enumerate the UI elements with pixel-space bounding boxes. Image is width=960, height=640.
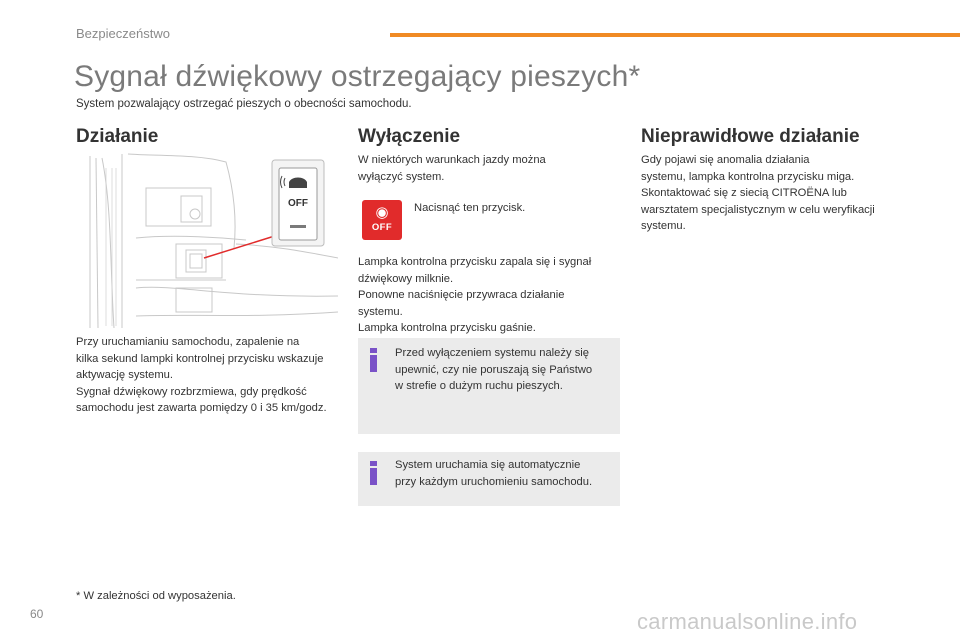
page-number: 60 <box>30 607 44 621</box>
heading-dzialanie: Działanie <box>76 126 159 147</box>
info1-line: Przed wyłączeniem systemu należy się <box>395 347 589 359</box>
nieprawidlowe-line: Skontaktować się z siecią CITROËNA lub <box>641 187 847 199</box>
nieprawidlowe-line: systemu. <box>641 220 686 232</box>
dzialanie-line: Sygnał dźwiękowy rozbrzmiewa, gdy prędkość <box>76 385 307 398</box>
nieprawidlowe-text <box>641 152 911 235</box>
info-icon <box>370 461 378 485</box>
press-instruction: Nacisnąć ten przycisk. <box>414 202 526 214</box>
dzialanie-line: aktywację systemu. <box>76 369 173 381</box>
page-subtitle: System pozwalający ostrzegać pieszych o obecności samochodu. <box>76 98 412 110</box>
result-line: Ponowne naciśnięcie przywraca działanie <box>358 289 565 301</box>
info1-line: w strefie o dużym ruchu pieszych. <box>395 380 563 392</box>
info-icon <box>370 348 378 372</box>
nieprawidlowe-line: warsztatem specjalistycznym w celu weryfikacji <box>641 203 875 216</box>
wylaczenie-intro <box>358 152 618 185</box>
wylaczenie-intro-line: W niektórych warunkach jazdy można <box>358 154 546 166</box>
nieprawidlowe-line: Gdy pojawi się anomalia działania <box>641 154 810 166</box>
nieprawidlowe-line: systemu, lampka kontrolna przycisku miga. <box>641 170 855 183</box>
dashboard-illustration <box>76 148 338 330</box>
info2-line: System uruchamia się automatycznie <box>395 459 581 471</box>
illustration-off-label: OFF <box>288 198 308 209</box>
header-accent-bar <box>390 33 960 37</box>
pedestrian-alert-off-icon: ◉ <box>375 204 389 221</box>
heading-nieprawidlowe: Nieprawidłowe działanie <box>641 126 860 147</box>
dzialanie-line: Przy uruchamianiu samochodu, zapalenie na <box>76 336 300 348</box>
info-box-warning-text <box>395 345 619 395</box>
footnote: * W zależności od wyposażenia. <box>76 590 236 602</box>
info1-line: upewnić, czy nie poruszają się Państwo <box>395 363 593 376</box>
result-line: Lampka kontrolna przycisku zapala się i sygnał <box>358 256 592 268</box>
dzialanie-line: samochodu jest zawarta pomiędzy 0 i 35 km/godz. <box>76 402 327 414</box>
off-button-label: OFF <box>371 222 393 233</box>
wylaczenie-intro-line: wyłączyć system. <box>358 170 445 183</box>
section-label: Bezpieczeństwo <box>76 26 170 41</box>
info2-line: przy każdym uruchomieniu samochodu. <box>395 475 593 488</box>
result-line: Lampka kontrolna przycisku gaśnie. <box>358 322 536 334</box>
dzialanie-line: kilka sekund lampki kontrolnej przycisku wskazuje <box>76 352 324 365</box>
wylaczenie-result <box>358 254 620 337</box>
watermark: carmanualsonline.info <box>637 609 858 634</box>
result-line: systemu. <box>358 305 403 318</box>
info-box-auto-text <box>395 457 619 490</box>
dzialanie-text <box>76 334 346 417</box>
pedestrian-alert-off-button <box>362 200 402 240</box>
heading-wylaczenie: Wyłączenie <box>358 126 461 147</box>
result-line: dźwiękowy milknie. <box>358 272 454 285</box>
page-title: Sygnał dźwiękowy ostrzegający pieszych* <box>74 60 641 93</box>
